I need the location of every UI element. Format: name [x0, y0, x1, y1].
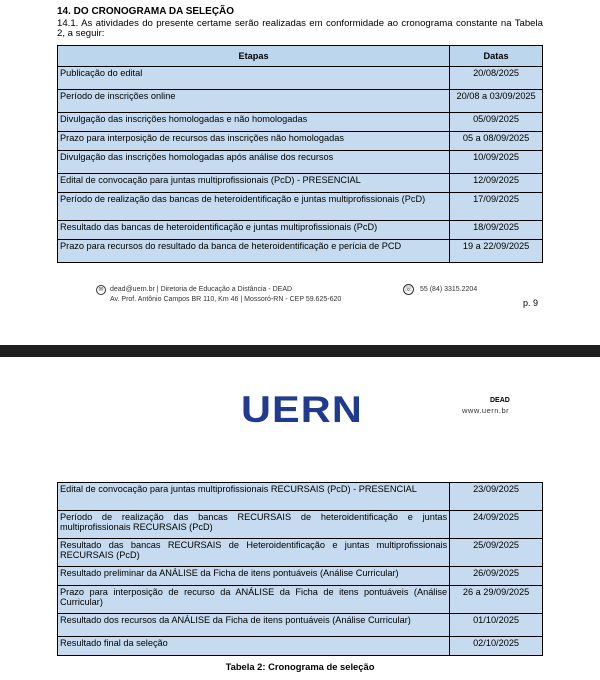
row-data: 17/09/2025 — [450, 193, 543, 221]
table-row — [58, 193, 543, 221]
page-footer — [0, 284, 600, 314]
row-data: 20/08 a 03/09/2025 — [450, 90, 543, 113]
table-row — [58, 511, 543, 539]
row-data: 05 a 08/09/2025 — [450, 132, 543, 151]
row-data: 24/09/2025 — [450, 511, 543, 539]
table-row — [58, 174, 543, 193]
table-row — [58, 483, 543, 511]
row-etapa: Resultado final da seleção — [58, 637, 450, 656]
schedule-table-part-1 — [57, 45, 543, 263]
row-etapa: Divulgação das inscrições homologadas e não homologadas — [58, 113, 450, 132]
row-etapa: Prazo para interposição de recurso da ANÁLISE da Ficha de itens pontuáveis (Análise Curricular) — [58, 586, 450, 614]
schedule-table-part-2 — [57, 482, 543, 656]
row-data: 26 a 29/09/2025 — [450, 586, 543, 614]
row-data: 23/09/2025 — [450, 483, 543, 511]
table-header-row — [58, 46, 543, 67]
header-etapas: Etapas — [58, 46, 450, 67]
table-row — [58, 132, 543, 151]
row-data: 12/09/2025 — [450, 174, 543, 193]
page-number: p. 9 — [523, 298, 539, 308]
row-etapa: Edital de convocação para juntas multiprofissionais RECURSAIS (PcD) - PRESENCIAL — [58, 483, 450, 511]
row-etapa: Período de realização das bancas RECURSAIS de heteroidentificação e juntas multiprofissionais RECURSAIS (PcD) — [58, 511, 450, 539]
footer-contact-line1: dead@uern.br | Diretoria de Educação a Distância - DEAD — [110, 286, 293, 293]
footer-contact-line2: Av. Prof. Antônio Campos BR 110, Km 46 | Mossoró-RN - CEP 59.625-620 — [110, 296, 342, 303]
footer-phone: 55 (84) 3315.2204 — [420, 286, 478, 293]
row-etapa: Prazo para interposição de recursos das inscrições não homologadas — [58, 132, 450, 151]
table-row — [58, 151, 543, 174]
table-row — [58, 567, 543, 586]
row-etapa: Divulgação das inscrições homologadas após análise dos recursos — [58, 151, 450, 174]
row-data: 18/09/2025 — [450, 221, 543, 240]
row-etapa: Resultado dos recursos da ANÁLISE da Ficha de itens pontuáveis (Análise Curricular) — [58, 614, 450, 637]
uern-logo: UERN — [241, 389, 363, 430]
header-datas: Datas — [450, 46, 543, 67]
page-divider — [0, 345, 600, 357]
section-intro: 14.1. As atividades do presente certame serão realizadas em conformidade ao cronograma constante na Tabela 2, a seguir: — [57, 18, 543, 39]
row-etapa: Resultado das bancas RECURSAIS de Heteroidentificação e juntas multiprofissionais RECURSAIS (PcD) — [58, 539, 450, 567]
table-row — [58, 67, 543, 90]
row-data: 26/09/2025 — [450, 567, 543, 586]
row-etapa: Publicação do edital — [58, 67, 450, 90]
table-row — [58, 240, 543, 263]
phone-icon: ☏ — [404, 286, 413, 293]
row-etapa: Período de realização das bancas de heteroidentificação e juntas multiprofissionais (PcD) — [58, 193, 450, 221]
table-caption: Tabela 2: Cronograma de seleção — [225, 661, 375, 672]
row-etapa: Resultado das bancas de heteroidentificação e juntas multiprofissionais (PcD) — [58, 221, 450, 240]
row-data: 19 a 22/09/2025 — [450, 240, 543, 263]
row-data: 25/09/2025 — [450, 539, 543, 567]
row-data: 02/10/2025 — [450, 637, 543, 656]
table-row — [58, 539, 543, 567]
table-row — [58, 637, 543, 656]
row-data: 01/10/2025 — [450, 614, 543, 637]
row-data: 20/08/2025 — [450, 67, 543, 90]
section-heading: 14. DO CRONOGRAMA DA SELEÇÃO — [57, 6, 235, 17]
row-etapa: Edital de convocação para juntas multiprofissionais (PcD) - PRESENCIAL — [58, 174, 450, 193]
table-row — [58, 113, 543, 132]
website-label: www.uern.br — [462, 406, 510, 415]
table-row — [58, 586, 543, 614]
row-data: 05/09/2025 — [450, 113, 543, 132]
row-data: 10/09/2025 — [450, 151, 543, 174]
mail-icon: ✉ — [96, 285, 106, 295]
row-etapa: Resultado preliminar da ANÁLISE da Ficha de itens pontuáveis (Análise Curricular) — [58, 567, 450, 586]
row-etapa: Período de inscrições online — [58, 90, 450, 113]
dept-label: DEAD — [490, 397, 510, 404]
table-row — [58, 614, 543, 637]
table-row — [58, 221, 543, 240]
row-etapa: Prazo para recursos do resultado da banca de heteroidentificação e perícia de PCD — [58, 240, 450, 263]
table-row — [58, 90, 543, 113]
